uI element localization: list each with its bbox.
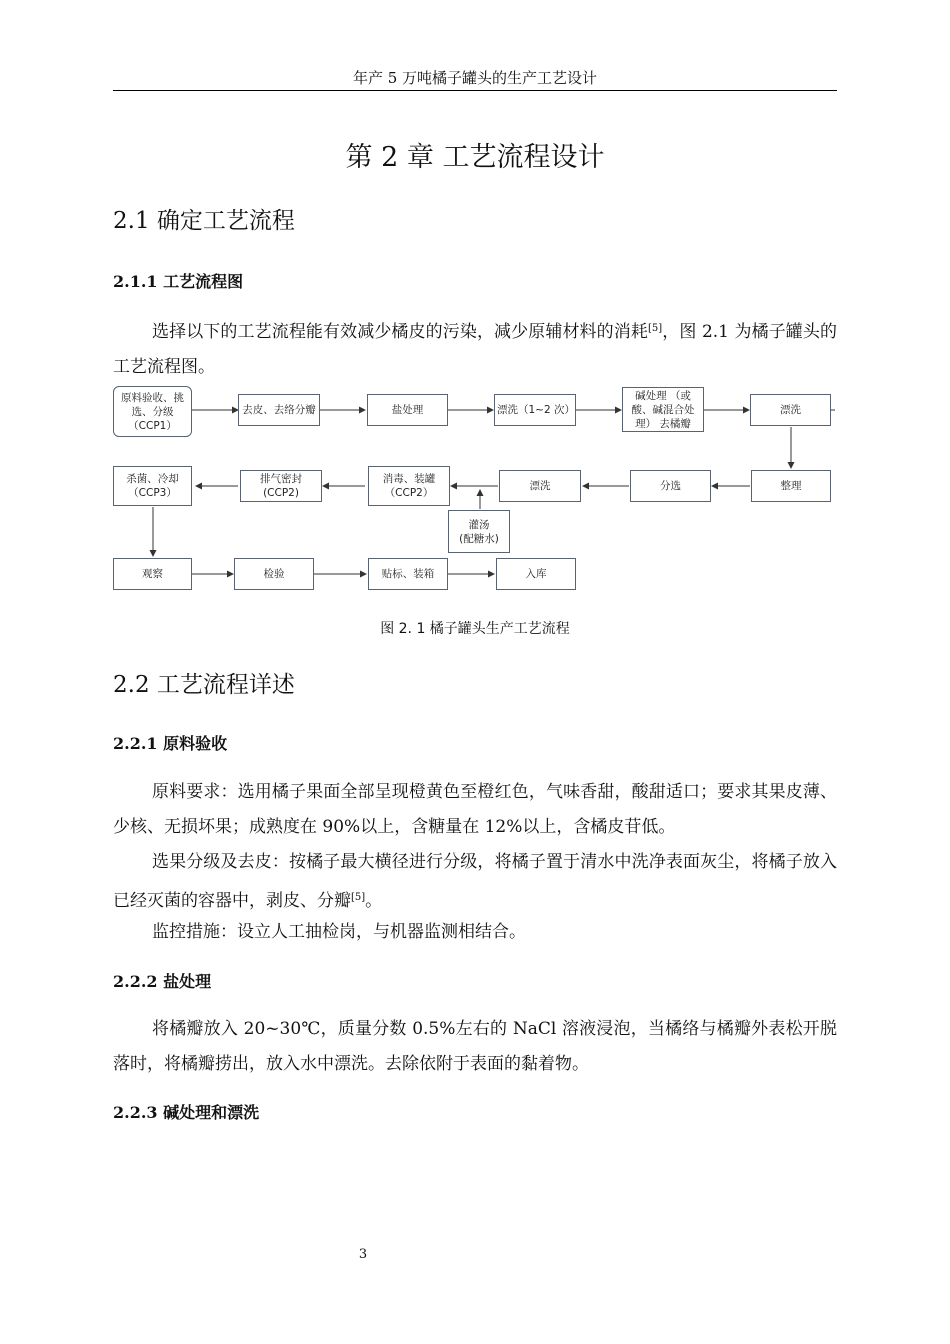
grading-text-a: 选果分级及去皮：按橘子最大横径进行分级，将橘子置于清水中洗净表面灰尘，将橘子放入已经灭菌的容器中，剥皮、分瓣 <box>113 852 837 911</box>
step-sterilize-cool: 杀菌、冷却 （CCP3） <box>113 466 192 506</box>
chapter-title: 第 2 章 工艺流程设计 <box>345 142 605 173</box>
step-raw-acceptance: 原料验收、挑 选、分级 （CCP1） <box>113 386 192 437</box>
intro-text-b: ，图 2.1 为橘子罐头的工艺流程图。 <box>113 322 838 377</box>
citation-ref: [5] <box>647 323 663 334</box>
grading-text-b: 。 <box>365 891 383 911</box>
step-disinfect-can: 消毒、装罐 （CCP2） <box>368 466 450 506</box>
step-observe: 观察 <box>113 558 192 590</box>
header-rule <box>113 90 837 91</box>
raw-material-paragraph: 原料要求：选用橘子果面全部呈现橙黄色至橙红色，气味香甜，酸甜适口；要求其果皮薄、少核、无损坏果；成熟度在 90%以上，含糖量在 12%以上，含橘皮苷低。 <box>113 782 837 837</box>
running-header: 年产 5 万吨橘子罐头的生产工艺设计 <box>352 69 598 87</box>
section-2-2-3-heading: 2.2.3 碱处理和漂洗 <box>113 1103 260 1122</box>
step-rinse-2: 漂洗 <box>750 394 831 426</box>
step-warehouse: 入库 <box>496 558 576 590</box>
step-sorting: 分选 <box>630 470 711 502</box>
step-alkali-treatment: 碱处理 （或 酸、碱混合处 理） 去橘瓣 <box>622 387 704 432</box>
salt-paragraph: 将橘瓣放入 20~30℃，质量分数 0.5%左右的 NaCl 溶液浸泡，当橘络与橘瓣外表松开脱落时，将橘瓣捞出，放入水中漂洗。去除依附于表面的黏着物。 <box>113 1019 837 1074</box>
step-label-box: 贴标、装箱 <box>368 558 448 590</box>
step-trimming: 整理 <box>751 470 831 502</box>
step-exhaust-seal: 排气密封(CCP2) <box>240 470 322 502</box>
section-2-2-2-heading: 2.2.2 盐处理 <box>113 972 212 991</box>
intro-paragraph <box>113 311 837 385</box>
step-peeling: 去皮、去络分瓣 <box>238 394 320 426</box>
intro-text-a: 选择以下的工艺流程能有效减少橘皮的污染，减少原辅材料的消耗 <box>152 322 648 342</box>
page-number: 3 <box>358 1247 368 1262</box>
citation-ref: [5] <box>351 892 366 903</box>
section-2-1-heading: 2.1 确定工艺流程 <box>113 208 295 234</box>
grading-paragraph <box>113 845 837 919</box>
monitoring-paragraph: 监控措施：设立人工抽检岗，与机器监测相结合。 <box>152 922 526 942</box>
section-2-2-heading: 2.2 工艺流程详述 <box>113 672 295 698</box>
step-rinse-1: 漂洗（1~2 次） <box>494 394 576 426</box>
figure-caption: 图 2. 1 橘子罐头生产工艺流程 <box>380 621 570 637</box>
step-syrup-fill: 灌汤 (配糖水) <box>448 510 510 553</box>
section-2-1-1-heading: 2.1.1 工艺流程图 <box>113 272 244 291</box>
step-rinse-3: 漂洗 <box>499 470 581 502</box>
flowchart-arrows <box>113 382 835 598</box>
section-2-2-1-heading: 2.2.1 原料验收 <box>113 734 228 753</box>
step-inspect: 检验 <box>234 558 314 590</box>
process-flowchart <box>113 382 835 598</box>
step-salt-treatment: 盐处理 <box>367 394 448 426</box>
